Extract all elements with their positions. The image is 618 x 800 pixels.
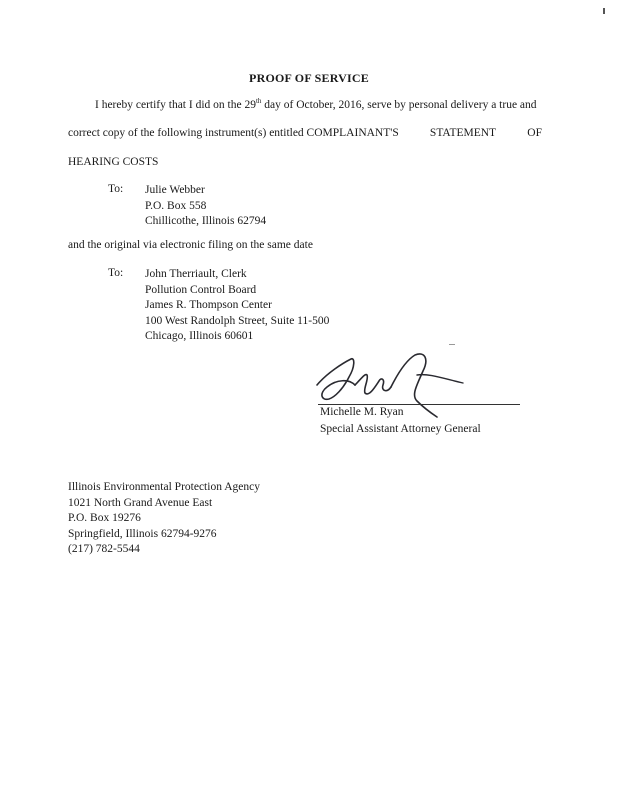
certification-line-1: I hereby certify that I did on the 29th day of October, 2016, serve by personal delivery a true and <box>95 97 537 111</box>
scan-speck <box>603 8 605 14</box>
recipient-address-1: Julie Webber P.O. Box 558 Chillicothe, Illinois 62794 <box>145 184 267 227</box>
to-label-2: To: <box>108 267 124 279</box>
recipient-address-2: John Therriault, Clerk Pollution Control Board James R. Thompson Center 100 West Randolph Street, Suite 11-500 Chicago, Illinois 60601 <box>145 268 330 342</box>
signer-name: Michelle M. Ryan <box>320 406 404 418</box>
agency-address: Illinois Environmental Protection Agency 1021 North Grand Avenue East P.O. Box 19276 Springfield, Illinois 62794-9276 (217) 782-5544 <box>68 481 260 555</box>
scan-speck <box>449 344 455 345</box>
original-filing-line: and the original via electronic filing on the same date <box>68 239 313 251</box>
to-label: To: <box>108 183 124 195</box>
signer-title: Special Assistant Attorney General <box>320 423 481 435</box>
certification-line-2: correct copy of the following instrument(s) entitled COMPLAINANT'S STATEMENT OF <box>68 127 542 139</box>
signature-line <box>318 404 520 405</box>
document-title: PROOF OF SERVICE <box>249 71 369 85</box>
certification-line-3: HEARING COSTS <box>68 156 159 168</box>
